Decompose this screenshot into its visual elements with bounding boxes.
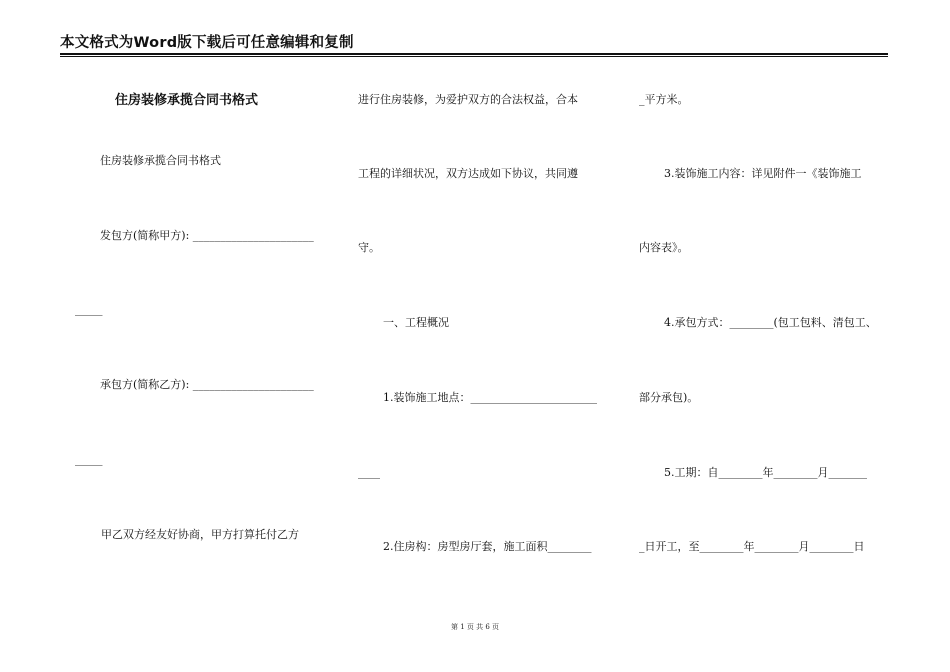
paragraph-line: 内容表》。 [639, 241, 689, 254]
schedule-line: 5.工期：自________年________月_______ [664, 466, 867, 479]
blank-line: _____ [75, 453, 103, 466]
paragraph-line: 工程的详细状况，双方达成如下协议，共同遵 [358, 167, 578, 180]
paragraph-line: 部分承包)。 [639, 391, 699, 404]
paragraph-line: _平方米。 [639, 93, 689, 106]
paragraph-line: 住房装修承揽合同书格式 [100, 154, 221, 167]
text-column-3 [639, 60, 889, 620]
text-column-1 [75, 60, 325, 620]
header-rule-thick [60, 53, 888, 55]
document-header: 本文格式为Word版下载后可任意编辑和复制 [60, 35, 354, 51]
paragraph-line: 进行住房装修，为爱护双方的合法权益，合本 [358, 93, 578, 106]
header-rule-thin [60, 56, 888, 57]
schedule-line: _日开工，至________年________月________日 [639, 540, 865, 553]
text-column-2 [358, 60, 608, 620]
site-location-line: 1.装饰施工地点：_______________________ [383, 391, 597, 404]
blank-line: _____ [75, 303, 103, 316]
contract-method-line: 4.承包方式：________(包工包料、清包工、 [664, 316, 877, 329]
paragraph-line: 守。 [358, 241, 380, 254]
section-heading: 一、工程概况 [383, 316, 449, 329]
construction-content-line: 3.装饰施工内容：详见附件一《装饰施工 [664, 167, 862, 180]
housing-structure-line: 2.住房构：房型房厅套，施工面积________ [383, 540, 592, 553]
paragraph-line: 甲乙双方经友好协商，甲方打算托付乙方 [101, 528, 299, 541]
party-a-line: 发包方(简称甲方): ______________________ [100, 229, 314, 242]
party-b-line: 承包方(简称乙方): ______________________ [100, 378, 314, 391]
page-number: 第 1 页 共 6 页 [450, 623, 500, 631]
document-title: 住房装修承揽合同书格式 [115, 93, 259, 108]
blank-line: ____ [358, 466, 380, 479]
